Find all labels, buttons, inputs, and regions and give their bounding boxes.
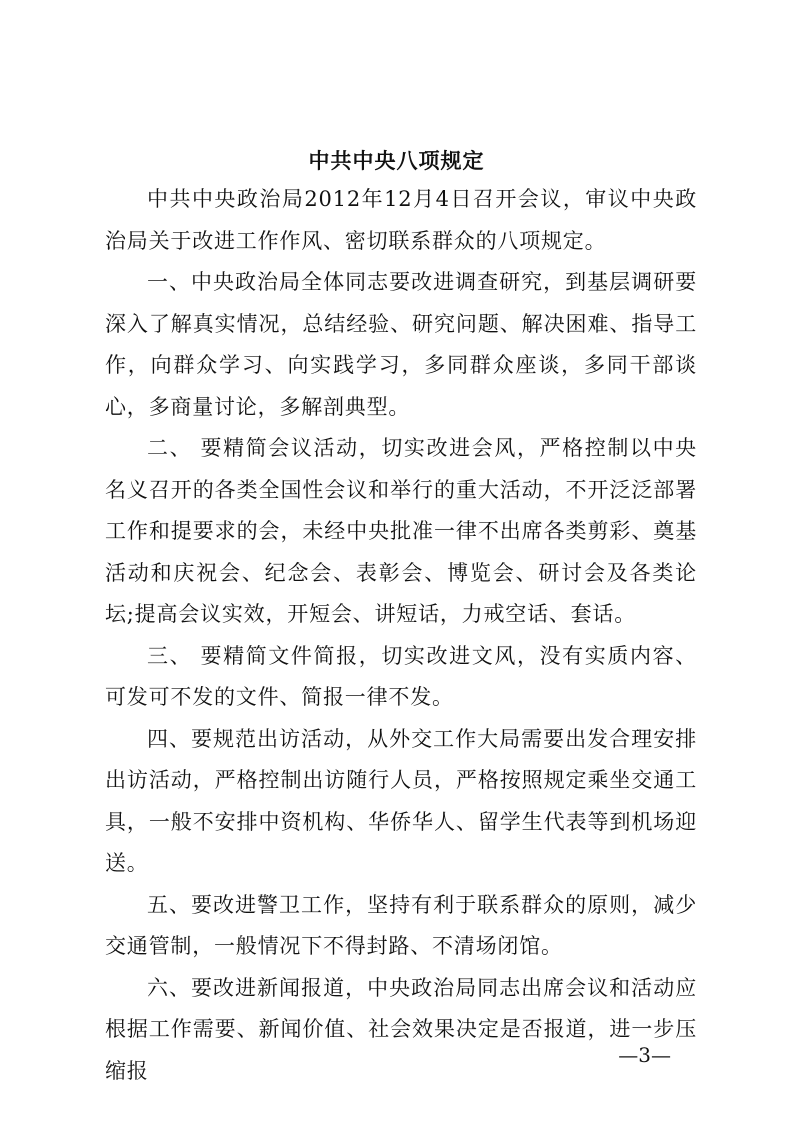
document-title: 中共中央八项规定	[308, 149, 485, 173]
paragraph-rule-1: 一、中央政治局全体同志要改进调查研究，到基层调研要深入了解真实情况，总结经验、研究问题、解决困难、指导工作，向群众学习、向实践学习，多同群众座谈，多同干部谈心，多商量讨论，多解剖典型。	[105, 270, 697, 419]
page-number: —3—	[618, 1043, 671, 1067]
paragraph-intro: 中共中央政治局2012年12月4日召开会议，审议中央政治局关于改进工作作风、密切联系群众的八项规定。	[105, 187, 697, 253]
paragraph-rule-4: 四、要规范出访活动，从外交工作大局需要出发合理安排出访活动，严格控制出访随行人员，严格按照规定乘坐交通工具，一般不安排中资机构、华侨华人、留学生代表等到机场迎送。	[105, 726, 697, 875]
paragraph-rule-5: 五、要改进警卫工作，坚持有利于联系群众的原则，减少交通管制，一般情况下不得封路、不清场闭馆。	[105, 892, 697, 958]
paragraph-rule-2: 二、 要精简会议活动，切实改进会风，严格控制以中央名义召开的各类全国性会议和举行的重大活动，不开泛泛部署工作和提要求的会，未经中央批准一律不出席各类剪彩、奠基活动和庆祝会、纪念会、表彰会、博览会、研讨会及各类论坛;提高会议实效，开短会、讲短话，力戒空话、套话。	[105, 436, 697, 626]
paragraph-rule-3: 三、 要精简文件简报，切实改进文风，没有实质内容、可发可不发的文件、简报一律不发。	[105, 643, 697, 709]
paragraph-rule-6: 六、要改进新闻报道，中央政治局同志出席会议和活动应根据工作需要、新闻价值、社会效果决定是否报道，进一步压缩报	[105, 975, 697, 1083]
document-body	[105, 179, 697, 1092]
